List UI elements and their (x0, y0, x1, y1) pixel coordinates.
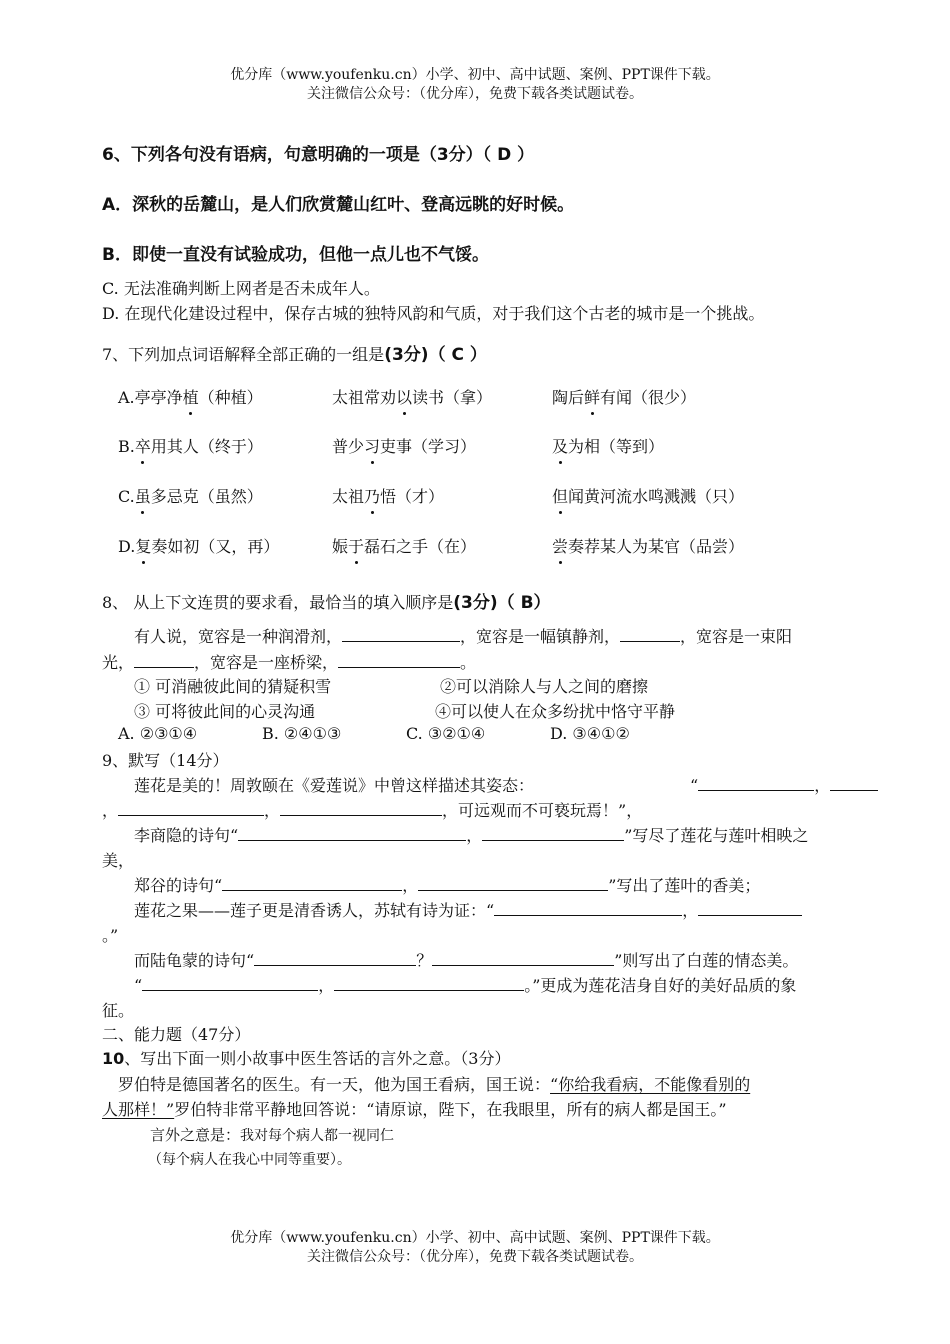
q10-answer-line (150, 1124, 394, 1145)
q8-choice-d: D. ③④①② (550, 724, 630, 743)
q9-blank-10[interactable] (698, 900, 802, 916)
q7-c1-pre: C. (118, 487, 135, 506)
q9-comma-5: ， (402, 876, 419, 895)
q9-blank-11[interactable] (254, 950, 416, 966)
q9-line-6-head: 莲花之果——莲子更是清香诱人，苏轼有诗为证：“ (134, 901, 495, 920)
q9-line-3-tail: ”写尽了莲花与莲叶相映之 (624, 826, 809, 845)
q7-row-a-col2 (332, 385, 492, 408)
q7-b3-post: 为相（等到） (568, 437, 665, 456)
q9-line-9 (134, 973, 796, 996)
q9-blank-7[interactable] (222, 875, 402, 891)
header-line-2: 关注微信公众号：（优分库），免费下载各类试题试卷。 (307, 86, 643, 102)
q8-blank-4[interactable] (338, 652, 460, 668)
q9-open-quote-2: “ (134, 976, 143, 995)
q8-passage-part-2: ，宽容是一幅镇静剂， (460, 627, 621, 646)
q7-b2-pre: 普少 (332, 437, 365, 456)
q6-option-c: C. 无法准确判断上网者是否未成年人。 (102, 279, 380, 298)
q9-blank-5[interactable] (238, 825, 466, 841)
q6-stem: 6、下列各句没有语病，句意明确的一项是（3分）（ D ） (102, 145, 535, 165)
q7-b1-dotted: 卒 (135, 434, 151, 457)
q7-stem (102, 340, 487, 365)
q8-statement-4: ④可以使人在众多纷扰中恪守平静 (435, 702, 676, 721)
q6-option-a: A．深秋的岳麓山，是人们欣赏麓山红叶、登高远眺的好时候。 (102, 195, 575, 215)
q7-c2-pre: 太祖 (332, 487, 365, 506)
q7-row-b-col1 (118, 434, 263, 457)
q8-stem (102, 588, 551, 613)
q8-stem-score: (3分) (453, 593, 498, 613)
q7-row-b-col3 (552, 434, 664, 457)
q9-blank-3[interactable] (118, 800, 264, 816)
q6-option-d: D. 在现代化建设过程中，保存古城的独特风韵和气质，对于我们这个古老的城市是一个挑战。 (102, 304, 765, 323)
q9-line-8-tail: ”则写出了白莲的情态美。 (614, 951, 799, 970)
q9-blank-12[interactable] (432, 950, 614, 966)
footer-line-2: 关注微信公众号：（优分库），免费下载各类试题试卷。 (307, 1249, 643, 1265)
header-line-1: 优分库（www.youfenku.cn）小学、初中、高中试题、案例、PPT课件下载。 (230, 67, 720, 83)
q7-c1-post: 多忌克（虽然） (150, 487, 263, 506)
q7-a1-post: （种植） (198, 388, 263, 407)
q9-comma-1: ， (814, 776, 831, 795)
q7-row-c-col3 (552, 484, 744, 507)
q7-row-d-col3 (552, 534, 744, 557)
q9-line-10: 征。 (102, 1001, 135, 1020)
q7-b2-dotted: 习 (364, 434, 380, 457)
q6-option-b: B．即使一直没有试验成功，但他一点儿也不气馁。 (102, 245, 489, 265)
q9-blank-6[interactable] (482, 825, 624, 841)
q10-stem (102, 1046, 510, 1069)
q7-row-d-col1 (118, 534, 279, 557)
q8-blank-2[interactable] (620, 626, 680, 642)
q9-line-2-tail: ，可远观而不可亵玩焉！”， (442, 801, 643, 820)
q9-comma-7: ， (318, 976, 335, 995)
q7-a1-pre: A.亭亭净 (118, 388, 183, 407)
q7-d2-post: 磊石之手（在） (364, 537, 477, 556)
q7-d1-post: 奏如初（又，再） (151, 537, 280, 556)
q8-passage-part-3: ，宽容是一束阳 (680, 627, 793, 646)
q8-stem-answer: （ B） (497, 593, 551, 613)
q7-row-a-col3 (552, 385, 696, 408)
q7-a2-pre: 太祖常劝 (332, 388, 397, 407)
q9-line-5-head: 郑谷的诗句“ (134, 876, 223, 895)
q8-stem-text: 8、 从上下文连贯的要求看，最恰当的填入顺序是 (102, 593, 454, 612)
q8-passage-part-6: 。 (460, 653, 477, 672)
q7-c1-dotted: 虽 (135, 484, 151, 507)
q10-passage-part-1: 罗伯特是德国著名的医生。有一天，他为国王看病，国王说： (118, 1075, 551, 1094)
q9-line-7: 。” (102, 926, 119, 945)
q8-passage-part-1: 有人说，宽容是一种润滑剂， (134, 627, 343, 646)
q10-answer: 我对每个病人都一视同仁 (240, 1128, 395, 1144)
q9-blank-14[interactable] (334, 975, 524, 991)
q9-line-1b (690, 773, 878, 796)
q7-c2-post: 悟（才） (380, 487, 445, 506)
q9-comma-6: ， (682, 901, 699, 920)
q7-a2-post: 读书（拿） (412, 388, 493, 407)
q7-d2-dotted: 于 (348, 534, 364, 557)
q7-b1-post: 用其人（终于） (150, 437, 263, 456)
q8-blank-1[interactable] (342, 626, 460, 642)
q7-b1-pre: B. (118, 437, 135, 456)
q9-blank-2[interactable] (830, 775, 878, 791)
q7-d2-pre: 娠 (332, 537, 349, 556)
q7-a3-pre: 陶后 (552, 388, 585, 407)
q9-stem: 9、默写（14分） (102, 751, 229, 770)
q9-line-4: 美， (102, 851, 135, 870)
q9-comma-3: ， (264, 801, 281, 820)
q7-a1-dotted: 植 (183, 385, 199, 408)
q9-blank-13[interactable] (142, 975, 318, 991)
q10-number: 10 (102, 1049, 125, 1068)
q7-a3-dotted: 鲜 (584, 385, 600, 408)
q9-line-3 (134, 823, 808, 846)
q9-comma-2: ， (102, 801, 119, 820)
q7-row-c-col1 (118, 484, 263, 507)
footer-line-1: 优分库（www.youfenku.cn）小学、初中、高中试题、案例、PPT课件下载。 (230, 1230, 720, 1246)
q8-blank-3[interactable] (134, 652, 194, 668)
q9-line-8-head: 而陆龟蒙的诗句“ (134, 951, 255, 970)
q7-b3-dotted: 及 (552, 434, 568, 457)
q10-king-quote-end: 人那样！” (102, 1100, 175, 1119)
q9-comma-4: ， (466, 826, 483, 845)
q9-blank-9[interactable] (494, 900, 682, 916)
q8-statement-1: ① 可消融彼此间的猜疑积雪 (134, 677, 332, 696)
q7-c2-dotted: 乃 (364, 484, 380, 507)
q7-d1-dotted: 复 (135, 534, 151, 557)
q8-choice-c: C. ③②①④ (406, 724, 486, 743)
q7-d3-post: 奏荐某人为某官（品尝） (568, 537, 745, 556)
q9-line-5-tail: ”写出了莲叶的香美； (608, 876, 761, 895)
q7-b2-post: 吏事（学习） (380, 437, 477, 456)
q8-choice-b: B. ②④①③ (262, 724, 342, 743)
q8-passage-part-4: 光， (102, 653, 135, 672)
q9-question-mark: ？ (416, 951, 433, 970)
q10-doctor-reply: 罗伯特非常平静地回答说：“请原谅，陛下，在我眼里，所有的病人都是国王。” (174, 1100, 727, 1119)
q9-line-5 (134, 873, 760, 896)
q8-statement-3: ③ 可将彼此间的心灵沟通 (134, 702, 316, 721)
q9-line-2 (102, 798, 642, 821)
q9-open-quote: “ (690, 776, 699, 795)
q10-answer-label: 言外之意是： (150, 1126, 241, 1144)
q9-blank-1[interactable] (698, 775, 814, 791)
q7-row-b-col2 (332, 434, 476, 457)
q9-blank-4[interactable] (280, 800, 442, 816)
q9-line-8 (134, 948, 798, 971)
q8-passage-line-1 (134, 624, 792, 647)
q8-choice-a: A. ②③①④ (118, 724, 198, 743)
q10-answer-extra: （每个病人在我心中同等重要）。 (148, 1152, 351, 1168)
q7-c3-dotted: 但 (552, 484, 568, 507)
q8-passage-part-5: ，宽容是一座桥梁， (194, 653, 339, 672)
q10-passage-line-1 (118, 1072, 750, 1095)
q9-line-9-tail: 。”更成为莲花洁身自好的美好品质的象 (524, 976, 797, 995)
q8-passage-line-2 (102, 650, 476, 673)
q7-row-a-col1 (118, 385, 263, 408)
q7-c3-post: 闻黄河流水鸣溅溅（只） (568, 487, 745, 506)
q7-row-d-col2 (332, 534, 476, 557)
q10-passage-line-2 (102, 1097, 727, 1120)
q7-a3-post: 有闻（很少） (600, 388, 697, 407)
q8-statement-2: ②可以消除人与人之间的磨擦 (440, 677, 649, 696)
q9-blank-8[interactable] (418, 875, 608, 891)
q7-row-c-col2 (332, 484, 444, 507)
q9-line-3-head: 李商隐的诗句“ (134, 826, 239, 845)
q10-stem-text: 、写出下面一则小故事中医生答话的言外之意。（3分） (124, 1049, 511, 1068)
q7-d3-dotted: 尝 (552, 534, 568, 557)
q9-line-1a: 莲花是美的！周敦颐在《爱莲说》中曾这样描述其姿态： (134, 776, 535, 795)
q7-stem-score: (3分) (384, 345, 429, 365)
q7-stem-answer: （ C ） (428, 345, 487, 365)
q9-line-6 (134, 898, 802, 921)
q7-stem-text: 7、下列加点词语解释全部正确的一组是 (102, 345, 385, 364)
q10-king-quote: “你给我看病，不能像看别的 (550, 1075, 751, 1094)
q7-d1-pre: D. (118, 537, 136, 556)
section-2-title: 二、能力题（47分） (102, 1025, 251, 1044)
q7-a2-dotted: 以 (396, 385, 412, 408)
